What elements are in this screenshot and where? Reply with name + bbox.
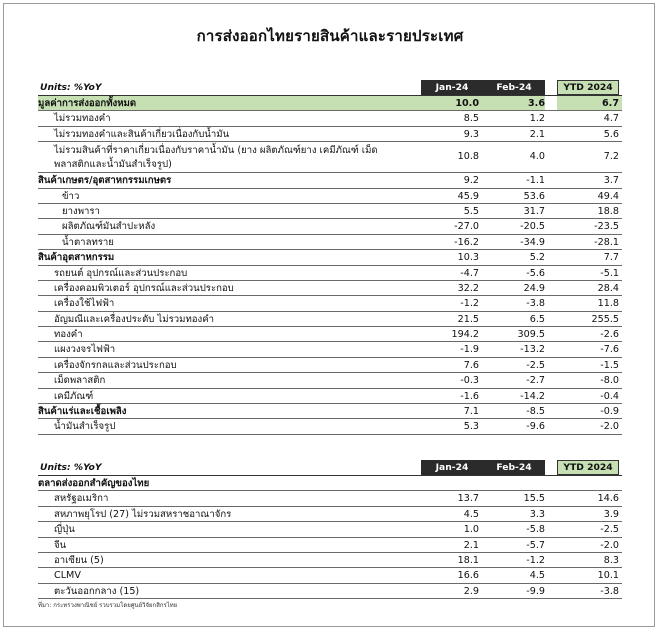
col-header-feb: Feb-24	[483, 460, 545, 475]
table-row	[38, 281, 622, 296]
row-label: เม็ดพลาสติก	[54, 375, 106, 387]
section-label: ตลาดส่งออกสำคัญของไทย	[38, 478, 150, 489]
cell-feb: -34.9	[520, 236, 545, 248]
cell-feb: 4.0	[529, 151, 545, 163]
cell-jan: 9.3	[463, 128, 479, 140]
table-row	[38, 507, 622, 522]
table-row	[38, 491, 622, 506]
row-label: ญี่ปุ่น	[54, 524, 75, 536]
cell-feb: 1.2	[529, 113, 545, 125]
row-label: สินค้าเกษตร/อุตสาหกรรมเกษตร	[38, 175, 172, 187]
cell-ytd: 5.6	[603, 128, 619, 140]
table-row	[38, 127, 622, 142]
col-header-jan: Jan-24	[421, 460, 483, 475]
units-label: Units: %YoY	[40, 82, 102, 93]
table-row	[38, 568, 622, 583]
cell-ytd: 11.8	[597, 298, 619, 310]
cell-feb: -9.9	[526, 585, 545, 597]
export-by-product-table	[38, 80, 622, 435]
cell-jan: 18.1	[457, 554, 479, 566]
cell-jan: 10.0	[455, 98, 479, 109]
cell-feb: -9.6	[526, 421, 545, 433]
cell-jan: 10.8	[457, 151, 479, 163]
row-label: ผลิตภัณฑ์มันสำปะหลัง	[62, 221, 156, 233]
row-label: ไม่รวมทองคำ	[54, 113, 111, 125]
source-note: ที่มา: กระทรวงพาณิชย์ รวบรวมโดยศูนย์วิจัยกสิกรไทย	[38, 602, 178, 609]
row-label: ตะวันออกกลาง (15)	[54, 585, 140, 597]
cell-ytd: 49.4	[597, 190, 619, 202]
cell-feb: 309.5	[517, 329, 545, 341]
cell-ytd: -0.4	[600, 390, 619, 402]
cell-feb: 2.1	[529, 128, 545, 140]
cell-ytd: -0.9	[600, 406, 619, 418]
table-header	[38, 80, 622, 96]
cell-feb: -5.8	[526, 524, 545, 536]
cell-feb: 4.5	[529, 570, 545, 582]
row-label: เครื่องใช้ไฟฟ้า	[54, 298, 115, 310]
cell-feb: -2.5	[526, 359, 545, 371]
cell-feb: 24.9	[523, 282, 545, 294]
cell-feb: 3.6	[528, 98, 545, 109]
table-row	[38, 235, 622, 250]
table-row	[38, 189, 622, 204]
row-label: อัญมณีและเครื่องประดับ ไม่รวมทองคำ	[54, 313, 215, 325]
cell-ytd: -1.5	[600, 359, 619, 371]
cell-jan: 2.9	[463, 585, 479, 597]
cell-ytd: 7.2	[603, 151, 619, 163]
table-row	[38, 111, 622, 126]
cell-jan: -0.3	[460, 375, 479, 387]
row-label: เครื่องคอมพิวเตอร์ อุปกรณ์และส่วนประกอบ	[54, 282, 234, 294]
row-label: ไม่รวมสินค้าที่ราคาเกี่ยวเนื่องกับราคาน้ำมัน (ยาง ผลิตภัณฑ์ยาง เคมีภัณฑ์ เม็ดพลาสติกและน้ำมันสำเร็จรูป)	[54, 145, 378, 170]
cell-feb: -2.7	[526, 375, 545, 387]
table-row	[38, 538, 622, 553]
table-row	[38, 266, 622, 281]
table-row-section	[38, 404, 622, 419]
cell-ytd: -5.1	[600, 267, 619, 279]
table-row	[38, 584, 622, 599]
cell-feb: -8.5	[526, 406, 545, 418]
table-row-section	[38, 250, 622, 265]
cell-jan: 5.3	[463, 421, 479, 433]
row-label: CLMV	[54, 570, 81, 582]
cell-jan: 1.0	[463, 524, 479, 536]
row-label: อาเซียน (5)	[54, 554, 104, 566]
row-label: สหภาพยุโรป (27) ไม่รวมสหราชอาณาจักร	[54, 508, 232, 520]
cell-ytd: 3.9	[603, 508, 619, 520]
row-label: ข้าว	[62, 190, 80, 202]
row-label: เครื่องจักรกลและส่วนประกอบ	[54, 359, 177, 371]
table-row	[38, 219, 622, 234]
cell-ytd: -2.0	[600, 421, 619, 433]
table-row	[38, 373, 622, 388]
cell-jan: 2.1	[463, 539, 479, 551]
col-header-jan: Jan-24	[421, 80, 483, 95]
cell-ytd: -3.8	[600, 585, 619, 597]
cell-ytd: 18.8	[597, 205, 619, 217]
cell-ytd: 8.3	[603, 554, 619, 566]
table-row	[38, 419, 622, 434]
table-row	[38, 327, 622, 342]
cell-jan: -16.2	[454, 236, 479, 248]
cell-ytd: 14.6	[597, 493, 619, 505]
cell-jan: 13.7	[457, 493, 479, 505]
row-label: น้ำมันสำเร็จรูป	[54, 421, 116, 433]
cell-ytd: 3.7	[603, 175, 619, 187]
cell-ytd: 255.5	[591, 313, 619, 325]
cell-ytd: 28.4	[597, 282, 619, 294]
cell-feb: -5.6	[526, 267, 545, 279]
table-row	[38, 204, 622, 219]
row-label: สหรัฐอเมริกา	[54, 493, 109, 505]
table-row	[38, 358, 622, 373]
cell-ytd: 4.7	[603, 113, 619, 125]
export-markets-table	[38, 460, 622, 599]
cell-jan: 7.1	[463, 406, 479, 418]
col-header-ytd: YTD 2024	[557, 460, 619, 475]
cell-ytd: -8.0	[600, 375, 619, 387]
cell-jan: 9.2	[463, 175, 479, 187]
cell-jan: 8.5	[463, 113, 479, 125]
cell-jan: 32.2	[457, 282, 479, 294]
cell-feb: 53.6	[523, 190, 545, 202]
table-row	[38, 389, 622, 404]
cell-ytd: -2.5	[600, 524, 619, 536]
cell-feb: 15.5	[523, 493, 545, 505]
table-header	[38, 460, 622, 476]
cell-jan: 4.5	[463, 508, 479, 520]
page-title: การส่งออกไทยรายสินค้าและรายประเทศ	[196, 27, 464, 45]
cell-feb: 3.3	[529, 508, 545, 520]
row-label: สินค้าอุตสาหกรรม	[38, 252, 115, 264]
units-label: Units: %YoY	[40, 462, 102, 473]
col-header-ytd: YTD 2024	[557, 80, 619, 95]
cell-ytd: 10.1	[597, 570, 619, 582]
table-row	[38, 342, 622, 357]
cell-feb: 5.2	[529, 252, 545, 264]
table-row-section	[38, 173, 622, 188]
row-label: สินค้าแร่และเชื้อเพลิง	[38, 406, 127, 418]
cell-ytd: 6.7	[602, 98, 619, 109]
row-label: ทองคำ	[54, 329, 83, 341]
cell-jan: -1.2	[460, 298, 479, 310]
row-label: จีน	[54, 539, 67, 551]
cell-feb: 6.5	[529, 313, 545, 325]
cell-feb: -1.1	[526, 175, 545, 187]
row-label: รถยนต์ อุปกรณ์และส่วนประกอบ	[54, 267, 188, 279]
cell-feb: -3.8	[526, 298, 545, 310]
cell-feb: -14.2	[520, 390, 545, 402]
cell-feb: -1.2	[526, 554, 545, 566]
table-row	[38, 312, 622, 327]
cell-jan: -4.7	[460, 267, 479, 279]
table-row-total	[38, 96, 622, 111]
cell-jan: 7.6	[463, 359, 479, 371]
table-row	[38, 142, 622, 173]
cell-jan: -1.6	[460, 390, 479, 402]
row-label: มูลค่าการส่งออกทั้งหมด	[38, 98, 137, 109]
cell-jan: 16.6	[457, 570, 479, 582]
cell-feb: -13.2	[520, 344, 545, 356]
cell-ytd: -23.5	[594, 221, 619, 233]
cell-jan: 10.3	[457, 252, 479, 264]
row-label: น้ำตาลทราย	[62, 236, 114, 248]
row-label: แผงวงจรไฟฟ้า	[54, 344, 116, 356]
row-label: ยางพารา	[62, 205, 100, 217]
cell-ytd: -2.0	[600, 539, 619, 551]
row-label: ไม่รวมทองคำและสินค้าเกี่ยวเนื่องกับน้ำมัน	[54, 128, 230, 140]
row-label: เคมีภัณฑ์	[54, 390, 94, 402]
cell-feb: 31.7	[523, 205, 545, 217]
cell-jan: 194.2	[451, 329, 479, 341]
cell-ytd: -7.6	[600, 344, 619, 356]
table-row-section	[38, 476, 622, 491]
cell-jan: 45.9	[457, 190, 479, 202]
cell-feb: -5.7	[526, 539, 545, 551]
cell-ytd: 7.7	[603, 252, 619, 264]
cell-jan: 21.5	[457, 313, 479, 325]
cell-feb: -20.5	[520, 221, 545, 233]
table-row	[38, 296, 622, 311]
col-header-feb: Feb-24	[483, 80, 545, 95]
cell-jan: -1.9	[460, 344, 479, 356]
table-row	[38, 553, 622, 568]
table-row	[38, 522, 622, 537]
cell-ytd: -2.6	[600, 329, 619, 341]
cell-jan: 5.5	[463, 205, 479, 217]
cell-ytd: -28.1	[594, 236, 619, 248]
cell-jan: -27.0	[454, 221, 479, 233]
